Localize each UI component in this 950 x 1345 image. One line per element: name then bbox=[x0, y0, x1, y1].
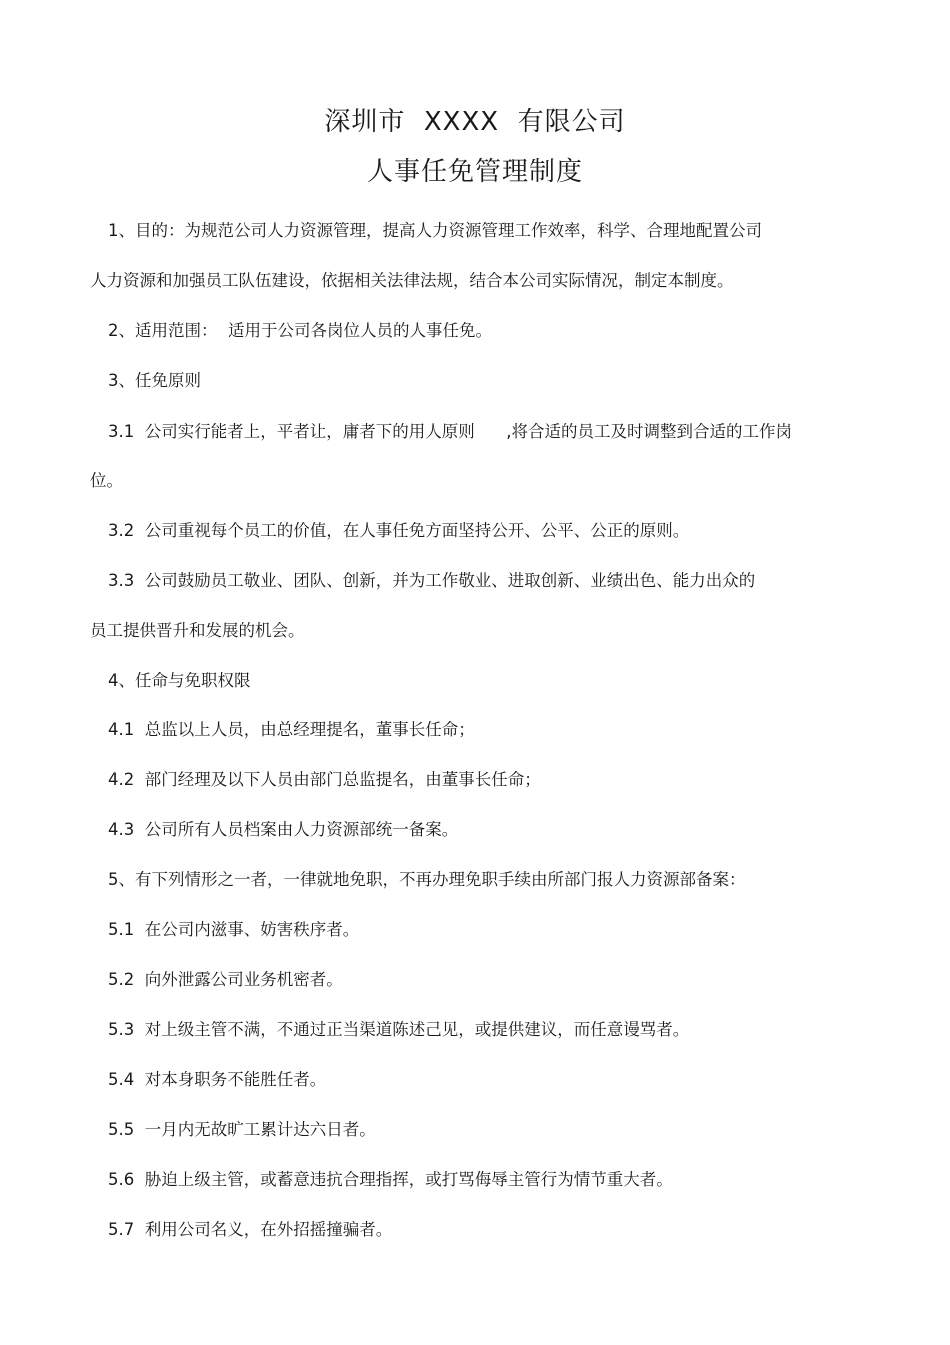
section-heading-authority: 4、任命与免职权限 bbox=[108, 671, 251, 690]
clause-5-6: 5.6 胁迫上级主管，或蓄意违抗合理指挥，或打骂侮辱主管行为情节重大者。 bbox=[108, 1170, 673, 1189]
clause-3-2: 3.2 公司重视每个员工的价值，在人事任免方面坚持公开、公平、公正的原则。 bbox=[108, 521, 690, 540]
clause-5-1: 5.1 在公司内滋事、妨害秩序者。 bbox=[108, 920, 360, 939]
document-title: 人事任免管理制度 bbox=[366, 157, 583, 187]
clause-4-2: 4.2 部门经理及以下人员由部门总监提名，由董事长任命； bbox=[108, 770, 541, 789]
paragraph-scope: 2、适用范围： 适用于公司各岗位人员的人事任免。 bbox=[108, 321, 492, 340]
paragraph-purpose: 1、目的：为规范公司人力资源管理，提高人力资源管理工作效率，科学、合理地配置公司 bbox=[108, 221, 762, 240]
company-title: 深圳市 XXXX 有限公司 bbox=[324, 107, 626, 137]
clause-5-3: 5.3 对上级主管不满，不通过正当渠道陈述己见，或提供建议，而任意谩骂者。 bbox=[108, 1020, 690, 1039]
section-heading-dismissal: 5、有下列情形之一者，一律就地免职，不再办理免职手续由所部门报人力资源部备案： bbox=[108, 870, 746, 889]
section-heading-principles: 3、任免原则 bbox=[108, 371, 201, 390]
clause-3-3: 3.3 公司鼓励员工敬业、团队、创新，并为工作敬业、进取创新、业绩出色、能力出众的 bbox=[108, 571, 756, 590]
clause-4-1: 4.1 总监以上人员，由总经理提名，董事长任命； bbox=[108, 720, 475, 739]
clause-5-7: 5.7 利用公司名义，在外招摇撞骗者。 bbox=[108, 1220, 393, 1239]
clause-4-3: 4.3 公司所有人员档案由人力资源部统一备案。 bbox=[108, 820, 459, 839]
clause-5-5: 5.5 一月内无故旷工累计达六日者。 bbox=[108, 1120, 376, 1139]
clause-3-1: 3.1 公司实行能者上，平者让，庸者下的用人原则 ,将合适的员工及时调整到合适的工作岗 bbox=[108, 422, 792, 441]
clause-5-4: 5.4 对本身职务不能胜任者。 bbox=[108, 1070, 327, 1089]
paragraph-purpose-cont: 人力资源和加强员工队伍建设，依据相关法律法规，结合本公司实际情况，制定本制度。 bbox=[90, 271, 734, 290]
clause-3-3-cont: 员工提供晋升和发展的机会。 bbox=[90, 621, 305, 640]
clause-3-1-cont: 位。 bbox=[90, 471, 123, 490]
clause-5-2: 5.2 向外泄露公司业务机密者。 bbox=[108, 970, 343, 989]
